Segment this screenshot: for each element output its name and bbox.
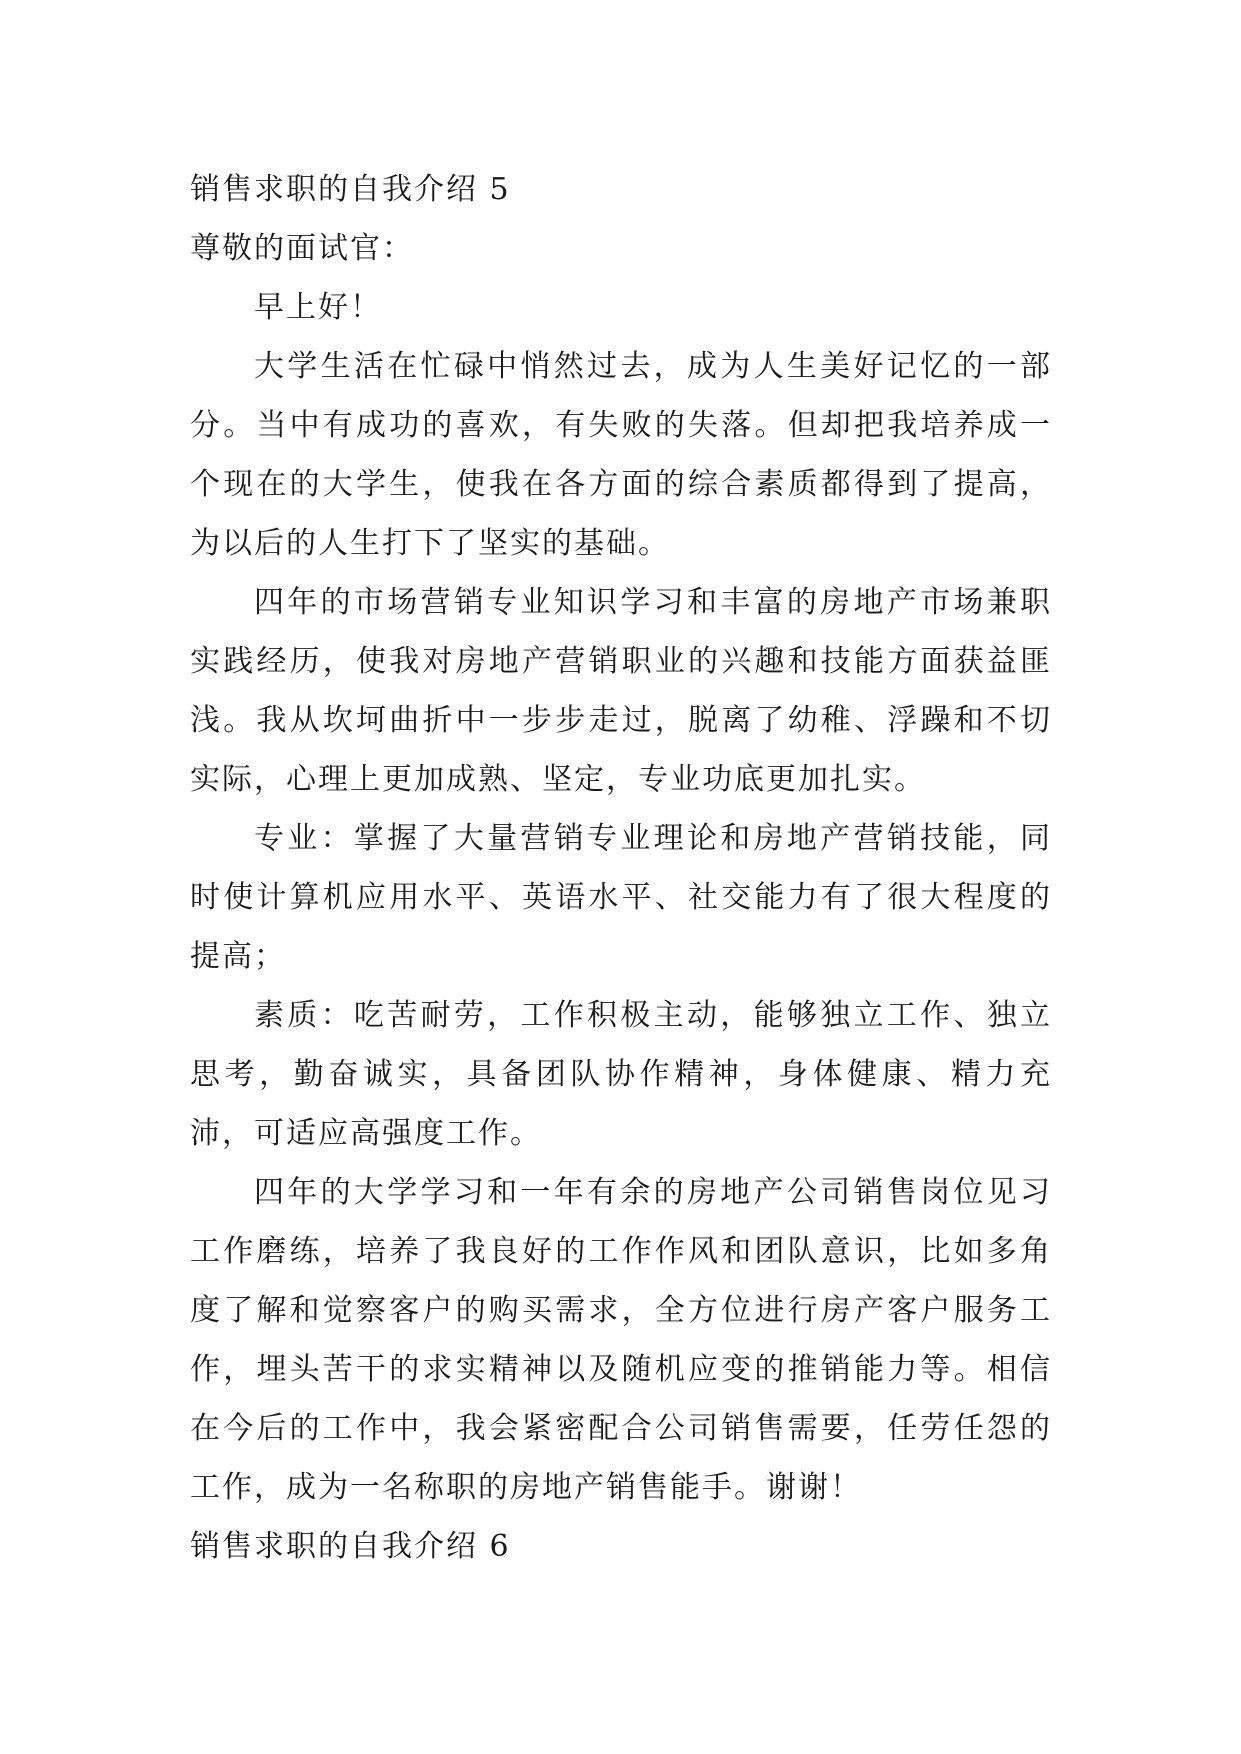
section-heading-6: 销售求职的自我介绍 6 bbox=[190, 1529, 511, 1564]
paragraph-qualities: 素质：吃苦耐劳，工作积极主动，能够独立工作、独立思考，勤奋诚实，具备团队协作精神，身体健康、精力充沛，可适应高强度工作。 bbox=[190, 998, 1052, 1151]
greeting: 早上好！ bbox=[254, 290, 382, 325]
salutation: 尊敬的面试官： bbox=[190, 231, 414, 266]
paragraph-college-life: 大学生活在忙碌中悄然过去，成为人生美好记忆的一部分。当中有成功的喜欢，有失败的失落。但却把我培养成一个现在的大学生，使我在各方面的综合素质都得到了提高，为以后的人生打下了坚实的基础。 bbox=[190, 349, 1052, 561]
document-body bbox=[190, 160, 1052, 1576]
paragraph-experience: 四年的市场营销专业知识学习和丰富的房地产市场兼职实践经历，使我对房地产营销职业的兴趣和技能方面获益匪浅。我从坎坷曲折中一步步走过，脱离了幼稚、浮躁和不切实际，心理上更加成熟、坚定，专业功底更加扎实。 bbox=[190, 585, 1052, 797]
paragraph-closing: 四年的大学学习和一年有余的房地产公司销售岗位见习工作磨练，培养了我良好的工作作风和团队意识，比如多角度了解和觉察客户的购买需求，全方位进行房产客户服务工作，埋头苦干的求实精神以及随机应变的推销能力等。相信在今后的工作中，我会紧密配合公司销售需要，任劳任怨的工作，成为一名称职的房地产销售能手。谢谢！ bbox=[190, 1175, 1052, 1505]
section-heading-5: 销售求职的自我介绍 5 bbox=[190, 172, 511, 207]
paragraph-professional: 专业：掌握了大量营销专业理论和房地产营销技能，同时使计算机应用水平、英语水平、社交能力有了很大程度的提高； bbox=[190, 821, 1052, 974]
